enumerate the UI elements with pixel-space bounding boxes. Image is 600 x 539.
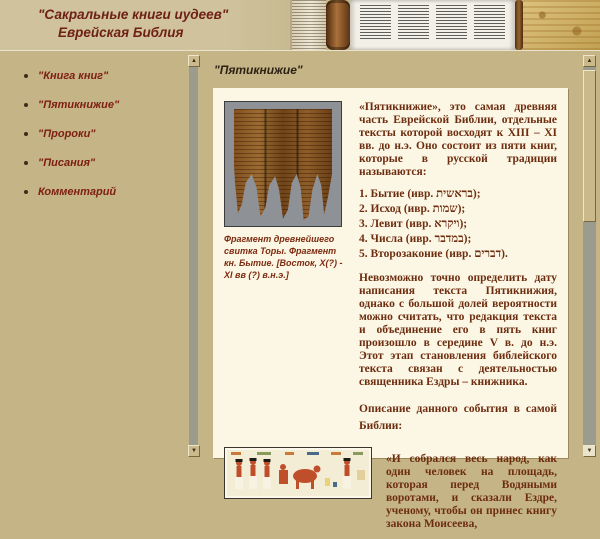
book-item-leviticus: 3. Левит (ивр. ויקרא); xyxy=(359,218,468,230)
nav-list xyxy=(0,52,188,198)
sidebar-item-pyatiknizhie[interactable] xyxy=(24,99,188,111)
content-scrollbar-thumb[interactable] xyxy=(583,70,596,222)
sidebar-nav xyxy=(0,52,188,465)
arrow-down-icon: ▼ xyxy=(586,448,593,454)
book-item-genesis: 1. Бытие (ивр. בראשית); xyxy=(359,188,481,200)
hebrew-text-column xyxy=(360,5,391,41)
bible-quote: «И собрался весь народ, как один человек на площадь, которая перед Водяными воротами, и сказали Ездре, ученому, чтобы он принес книгу закона Моисеева, xyxy=(386,453,557,530)
bullet-icon xyxy=(24,103,28,107)
site-title xyxy=(38,7,228,40)
page-title: "Пятикнижие" xyxy=(214,63,303,77)
arrow-up-icon: ▲ xyxy=(191,58,197,64)
illuminated-page-image xyxy=(523,0,600,50)
book-item-deuteronomy: 5. Второзаконие (ивр. דברים). xyxy=(359,248,508,260)
hebrew-text-column xyxy=(436,5,467,41)
article-text xyxy=(359,101,557,435)
torah-scroll-image xyxy=(350,0,515,50)
torah-fragment-image xyxy=(224,101,342,227)
subheading: Описание данного события в самой Библии: xyxy=(359,403,557,432)
egyptian-figures-icon xyxy=(227,450,369,496)
arrow-down-icon: ▼ xyxy=(191,448,197,454)
content-scroll-up-button[interactable] xyxy=(583,55,596,67)
header-banner xyxy=(0,0,600,51)
ezra-scene-image xyxy=(224,447,372,499)
books-list xyxy=(359,187,557,262)
site-title-line1: "Сакральные книги иудеев" xyxy=(38,7,229,22)
sidebar-scrollbar-track[interactable] xyxy=(189,56,198,456)
bullet-icon xyxy=(24,132,28,136)
book-item-exodus: 2. Исход (ивр. שמות); xyxy=(359,203,466,215)
parchment-fragment xyxy=(234,109,332,221)
torah-roller-image xyxy=(326,0,350,50)
book-item-numbers: 4. Числа (ивр. במדבר); xyxy=(359,233,472,245)
sidebar-item-label[interactable]: Комментарий xyxy=(38,186,117,198)
hebrew-text-column xyxy=(398,5,429,41)
bullet-icon xyxy=(24,190,28,194)
hebrew-text-column xyxy=(474,5,505,41)
content-row-top xyxy=(224,101,557,435)
site-title-line2: Еврейская Библия xyxy=(58,25,184,40)
content-scroll-down-button[interactable] xyxy=(583,445,596,457)
sidebar-item-pisaniya[interactable] xyxy=(24,157,188,169)
sidebar-scroll-down-button[interactable] xyxy=(188,445,200,457)
sidebar-item-kniga-knig[interactable] xyxy=(24,70,188,82)
sidebar-item-proroki[interactable] xyxy=(24,128,188,140)
arrow-up-icon: ▲ xyxy=(586,58,593,64)
quote-column xyxy=(386,447,557,539)
bullet-icon xyxy=(24,74,28,78)
sidebar-item-label[interactable]: "Писания" xyxy=(38,157,96,169)
torah-fragment-caption: Фрагмент древнейшего свитка Торы. Фрагмент кн. Бытие. [Восток, X(?) - XI вв (?) в.н.э.] xyxy=(224,234,343,281)
intro-paragraph: «Пятикнижие», это самая древняя часть Еврейской Библии, отдельные тексты которой восходят к XIII – XI вв. до н.э. Оно состоит из пяти книг, которые в русской традиции называются: xyxy=(359,101,557,178)
content-scrollbar[interactable] xyxy=(583,52,596,465)
manuscript-page-image xyxy=(290,0,326,50)
scroll-rod-image xyxy=(515,0,523,50)
bullet-icon xyxy=(24,161,28,165)
content-frame xyxy=(200,52,583,530)
torah-fragment-figure xyxy=(224,101,346,282)
sidebar-item-label[interactable]: "Книга книг" xyxy=(38,70,109,82)
ezra-scene-figure xyxy=(224,447,372,499)
sidebar-item-label[interactable]: "Пятикнижие" xyxy=(38,99,120,111)
content-row-bottom xyxy=(224,447,557,539)
sidebar-scroll-up-button[interactable] xyxy=(188,55,200,67)
sidebar-item-label[interactable]: "Пророки" xyxy=(38,128,96,140)
dating-paragraph: Невозможно точно определить дату написания текста Пятикнижия, однако с большой долей вероятности можно считать, что редакция текста и объединение его в пять книг произошло в середине V в. до н.э. Этот этап становления библейского текста связан с деятельностью священника Ездры – книжника. xyxy=(359,272,557,388)
sidebar-item-kommentariy[interactable] xyxy=(24,186,188,198)
sidebar-scrollbar[interactable] xyxy=(188,52,200,465)
content-panel xyxy=(213,88,568,530)
